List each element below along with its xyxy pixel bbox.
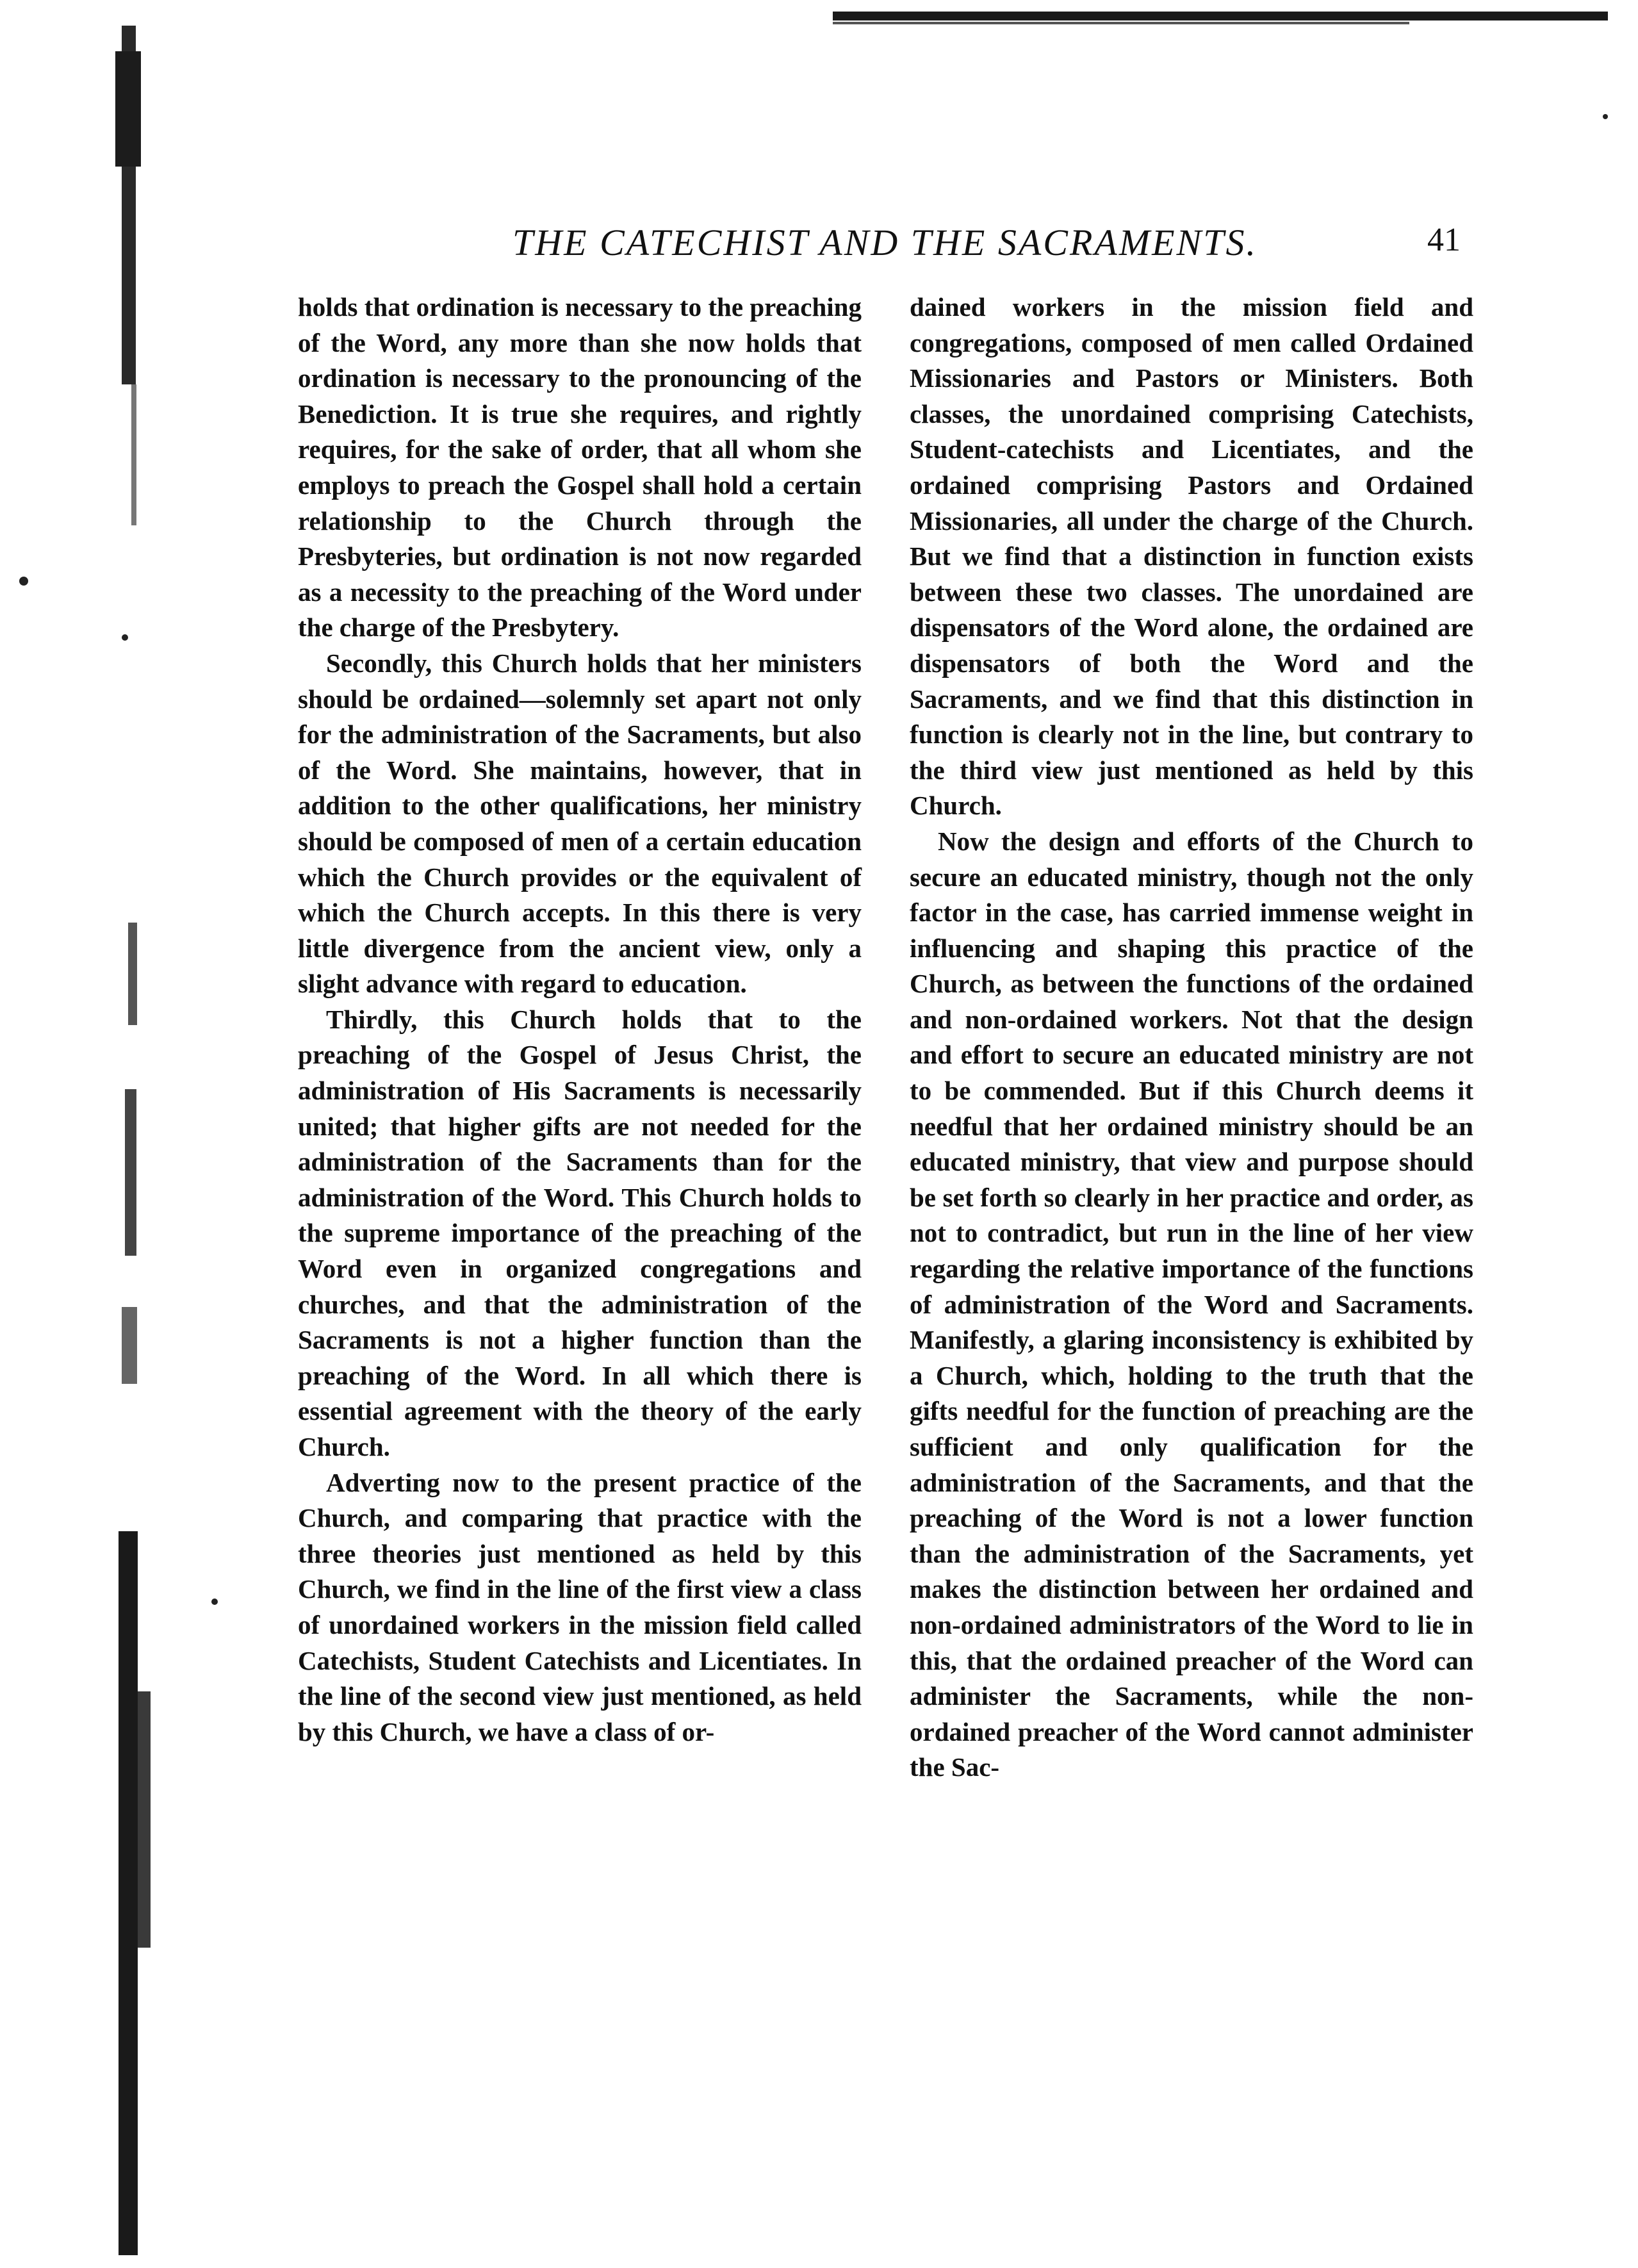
binding-edge-shadow bbox=[115, 26, 173, 2255]
margin-speck bbox=[122, 634, 128, 641]
paragraph: Secondly, this Church holds that her ministers should be ordained—solemnly set apart not only for the administration of the Sacraments, but also of the Word. She maintains, however, that in addition to the other qualifications, her ministry should be composed of men of a certain education which the Church provides or the equivalent of which the Church accepts. In this there is very little divergence from the ancient view, only a slight advance with regard to education. bbox=[298, 648, 862, 999]
paragraph: Adverting now to the present practice of the Church, and comparing that practice with the three theories just mentioned as held by this Church, we find in the line of the first view a class of unordained workers in the mission field called Catechists, Student Catechists and Licentiates. In the line of the second view just mentioned, as held by this Church, we have a class of or- bbox=[298, 1467, 862, 1746]
paragraph: Thirdly, this Church holds that to the preaching of the Gospel of Jesus Christ, the administration of His Sacraments is necessarily united; that higher gifts are not needed for the administration of the Sacraments than for the administration of the Word. This Church holds to the supreme importance of the preaching of the Word even in organized congregations and churches, and that the administration of the Sacraments is not a higher function than the preaching of the Word. In all which there is essential agreement with the theory of the early Church. bbox=[298, 1004, 862, 1461]
margin-speck bbox=[211, 1598, 218, 1605]
top-scan-rule bbox=[833, 12, 1608, 21]
right-column bbox=[910, 290, 1473, 1786]
margin-speck bbox=[1603, 114, 1608, 119]
paragraph: Now the design and efforts of the Church to secure an educated ministry, though not the only factor in the case, has carried immense weight in influencing and shaping this practice of the Church, as between the functions of the ordained and non-ordained workers. Not that the design and effort to secure an educated ministry are not to be commended. But if this Church deems it needful that her ordained ministry should be an educated ministry, that view and purpose should be set forth so clearly in her practice and order, as not to contradict, but run in the line of her view regarding the relative importance of the functions of administration of the Word and Sacraments. Manifestly, a glaring inconsistency is exhibited by a Church, which, holding to the truth that the gifts needful for the function of preaching are the sufficient and only qualification for the administration of the Sacraments, and that the preaching of the Word is not a lower function than the administration of the Sacraments, yet makes the distinction between her ordained and non-ordained administrators of the Word to lie in this, that the ordained preacher of the Word can administer the Sacraments, while the non-ordained preacher of the Word cannot administer the Sac- bbox=[910, 826, 1473, 1782]
paragraph: holds that ordination is necessary to the preaching of the Word, any more than she now holds that ordination is necessary to the pronouncing of the Benediction. It is true she requires, and rightly requires, for the sake of order, that all whom she employs to preach the Gospel shall hold a certain relationship to the Church through the Presbyteries, but ordination is not now regarded as a necessity to the preaching of the Word under the charge of the Presbytery. bbox=[298, 292, 862, 643]
top-scan-rule-thin bbox=[833, 22, 1409, 24]
left-column bbox=[298, 290, 862, 1750]
page-header bbox=[512, 221, 1461, 279]
margin-speck bbox=[19, 577, 28, 586]
paragraph: dained workers in the mission field and congregations, composed of men called Ordained Missionaries and Pastors or Ministers. Both classes, the unordained comprising Catechists, Student-catechists and Licentiates, and the ordained comprising Pastors and Ordained Missionaries, all under the charge of the Church. But we find that a distinction in function exists between these two classes. The unordained are dispensators of the Word alone, the ordained are dispensators of both the Word and the Sacraments, and we find that this distinction in function is clearly not in the line, but contrary to the third view just mentioned as held by this Church. bbox=[910, 292, 1473, 821]
running-title: THE CATECHIST AND THE SACRAMENTS. bbox=[512, 222, 1257, 263]
page-number: 41 bbox=[1427, 222, 1461, 258]
